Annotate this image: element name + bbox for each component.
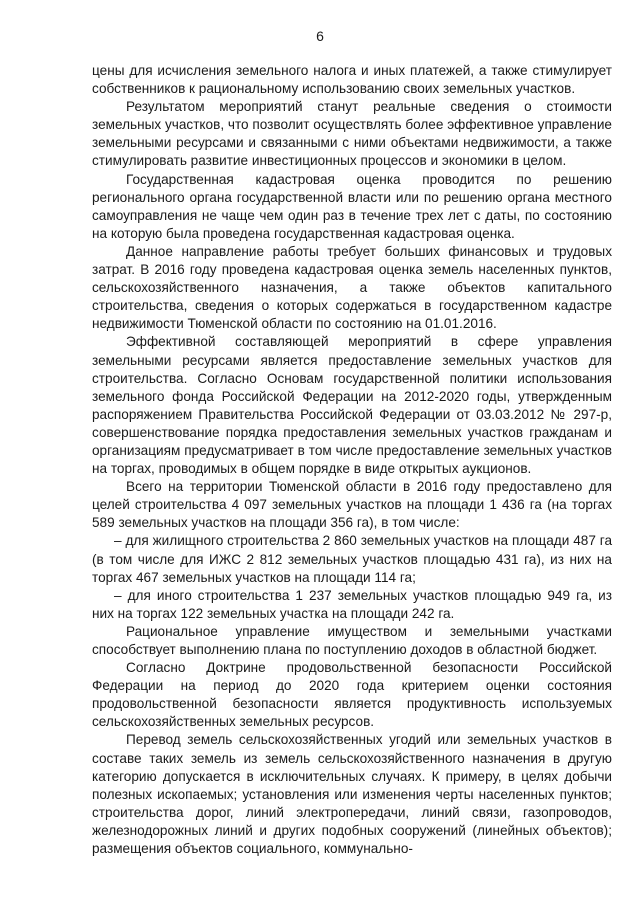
list-item-housing: – для жилищного строительства 2 860 земельных участков на площади 487 га (в том числе для ИЖС 2 812 земельных участков площадью 431 га), из них на торгах 467 земельных участков на площади 114 га; <box>92 533 612 585</box>
paragraph-1: цены для исчисления земельного налога и иных платежей, а также стимулирует собственников к рациональному использованию своих земельных участков. <box>92 63 612 97</box>
paragraph-5: Эффективной составляющей мероприятий в сфере управления земельными ресурсами является предоставление земельных участков для строительства. Согласно Основам государственной политики использования земельного фонда Российской Федерации на 2012-2020 годы, утвержденным распоряжением Правительства Российской Федерации от 03.03.2012 № 297-р, совершенствование порядка предоставления земельных участков гражданам и организациям предусматривает в том числе предоставление земельных участков на торгах, проводимых в общем порядке в виде открытых аукционов. <box>92 334 612 477</box>
list-item-other-construction: – для иного строительства 1 237 земельных участков площадью 949 га, из них на торгах 122 земельных участка на площади 242 га. <box>92 587 612 621</box>
paragraph-3: Государственная кадастровая оценка проводится по решению регионального органа государственной власти или по решению органа местного самоуправления не чаще чем один раз в течение трех лет с даты, по состоянию на которую была проведена государственная кадастровая оценка. <box>92 171 612 241</box>
paragraph-2: Результатом мероприятий станут реальные сведения о стоимости земельных участков, что позволит осуществлять более эффективное управление земельными ресурсами и связанными с ними объектами недвижимости, а также стимулировать развитие инвестиционных процессов и экономики в целом. <box>92 99 612 169</box>
paragraph-7: Рациональное управление имуществом и земельными участками способствует выполнению плана по поступлению доходов в областной бюджет. <box>92 623 612 657</box>
page-number: 6 <box>316 28 324 44</box>
paragraph-4: Данное направление работы требует больших финансовых и трудовых затрат. В 2016 году проведена кадастровая оценка земель населенных пунктов, сельскохозяйственного назначения, а также объектов капитального строительства, сведения о которых содержаться в государственном кадастре недвижимости Тюменской области по состоянию на 01.01.2016. <box>92 243 612 332</box>
document-body <box>92 62 612 858</box>
paragraph-9: Перевод земель сельскохозяйственных угодий или земельных участков в составе таких земель из земель сельскохозяйственного назначения в другую категорию допускается в исключительных случаях. К примеру, в целях добычи полезных ископаемых; установления или изменения черты населенных пунктов; строительства дорог, линий электропередачи, линий связи, газопроводов, железнодорожных линий и других подобных сооружений (линейных объектов); размещения объектов социального, коммунально- <box>92 732 612 857</box>
paragraph-8: Согласно Доктрине продовольственной безопасности Российской Федерации на период до 2020 года критерием оценки состояния продовольственной безопасности является продуктивность используемых сельскохозяйственных земельных ресурсов. <box>92 660 612 730</box>
paragraph-6: Всего на территории Тюменской области в 2016 году предоставлено для целей строительства 4 097 земельных участков на площади 1 436 га (на торгах 589 земельных участков на площади 356 га), в том числе: <box>92 479 612 531</box>
